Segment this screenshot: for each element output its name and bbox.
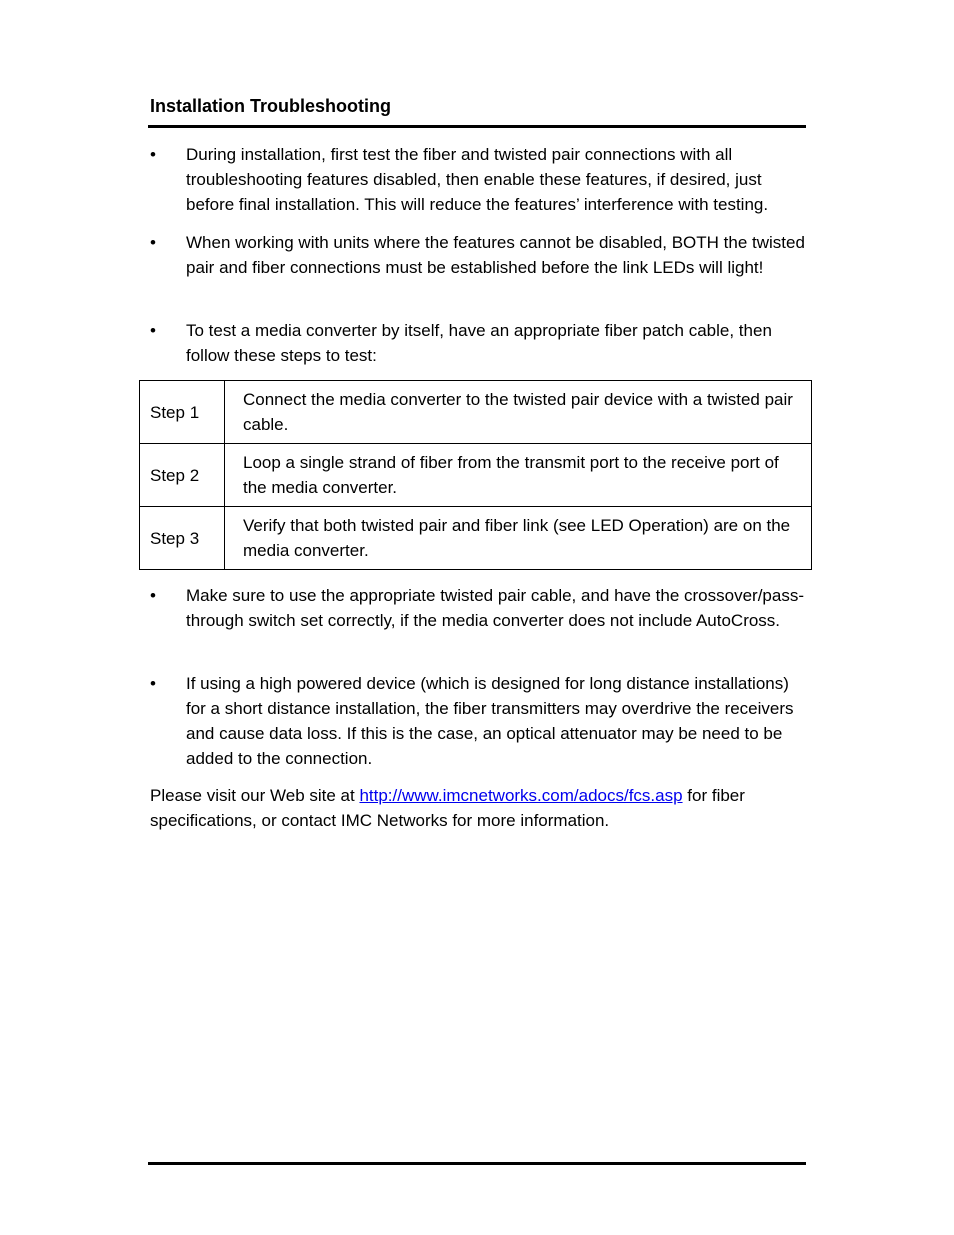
step-text: Loop a single strand of fiber from the transmit port to the receive port of the media converter.: [225, 444, 812, 507]
closing-paragraph: [150, 783, 805, 833]
bullet-dot: •: [150, 586, 156, 605]
website-link[interactable]: http://www.imcnetworks.com/adocs/fcs.asp: [359, 786, 683, 805]
bullet-item: [150, 583, 805, 633]
section-heading: Installation Troubleshooting: [150, 96, 391, 116]
bullet-dot: •: [150, 321, 156, 340]
bullet-text: Make sure to use the appropriate twisted pair cable, and have the crossover/pass-through switch set correctly, if the media converter does not include AutoCross.: [186, 586, 805, 630]
table-row: [140, 381, 812, 444]
bullet-item: [150, 318, 805, 368]
bullet-dot: •: [150, 674, 156, 693]
step-label: Step 2: [140, 444, 225, 507]
bullet-text: During installation, first test the fiber and twisted pair connections with all troubleshooting features disabled, then enable these features, if desired, just before final installation. This will reduce the features’ interference with testing.: [186, 145, 769, 214]
bottom-rule: [148, 1162, 806, 1165]
table-row: [140, 444, 812, 507]
bullet-item: [150, 142, 805, 217]
bullet-dot: •: [150, 145, 156, 164]
step-text: Verify that both twisted pair and fiber link (see LED Operation) are on the media converter.: [225, 507, 812, 570]
steps-table: [139, 380, 812, 570]
bullet-item: [150, 671, 805, 771]
bullet-item: [150, 230, 805, 280]
bullet-text: To test a media converter by itself, have an appropriate fiber patch cable, then follow these steps to test:: [186, 321, 772, 365]
top-rule: [148, 125, 806, 128]
table-row: [140, 507, 812, 570]
bullet-text: When working with units where the features cannot be disabled, BOTH the twisted pair and fiber connections must be established before the link LEDs will light!: [186, 233, 805, 277]
step-text: Connect the media converter to the twisted pair device with a twisted pair cable.: [225, 381, 812, 444]
closing-text-end: for fiber specifications, or contact IMC Networks for more information.: [150, 786, 745, 830]
step-label: Step 1: [140, 381, 225, 444]
step-label: Step 3: [140, 507, 225, 570]
bullet-text: If using a high powered device (which is designed for long distance installations) for a short distance installation, the fiber transmitters may overdrive the receivers and cause data loss. If this is the case, an optical attenuator may be need to be added to the connection.: [186, 674, 794, 768]
closing-text-start: Please visit our Web site at: [150, 786, 360, 805]
bullet-dot: •: [150, 233, 156, 252]
